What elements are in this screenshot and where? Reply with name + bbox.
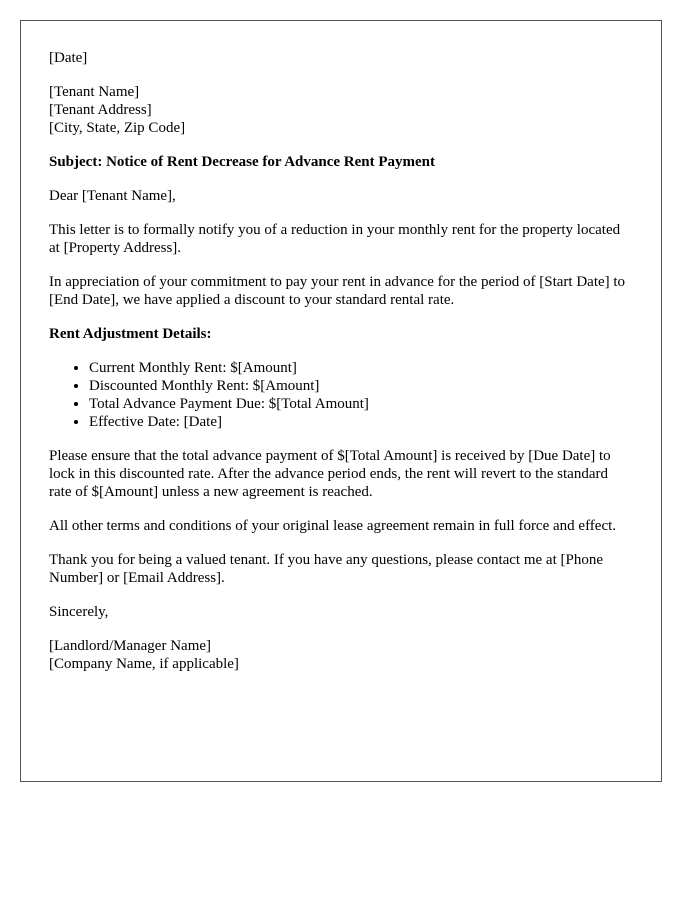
list-item: • Current Monthly Rent: $[Amount] bbox=[89, 359, 633, 377]
recipient-block bbox=[49, 83, 633, 137]
letter-date: [Date] bbox=[49, 50, 88, 66]
paragraph-notice: This letter is to formally notify you of a reduction in your monthly rent for the property located at [Property Address]. bbox=[49, 222, 621, 256]
recipient-name: [Tenant Name] bbox=[49, 84, 140, 100]
salutation: Dear [Tenant Name], bbox=[49, 188, 176, 204]
recipient-address: [Tenant Address] bbox=[49, 102, 152, 118]
signature-company: [Company Name, if applicable] bbox=[49, 656, 239, 672]
list-item: • Discounted Monthly Rent: $[Amount] bbox=[89, 377, 633, 395]
paragraph-contact: Thank you for being a valued tenant. If you have any questions, please contact me at [Phone Number] or [Email Address]. bbox=[49, 552, 603, 586]
closing: Sincerely, bbox=[49, 604, 109, 620]
letter-subject: Subject: Notice of Rent Decrease for Advance Rent Payment bbox=[49, 154, 436, 170]
details-list bbox=[49, 359, 633, 431]
paragraph-lease-terms: All other terms and conditions of your original lease agreement remain in full force and effect. bbox=[49, 518, 617, 534]
list-item: • Effective Date: [Date] bbox=[89, 413, 633, 431]
recipient-city-state-zip: [City, State, Zip Code] bbox=[49, 120, 186, 136]
signature-name: [Landlord/Manager Name] bbox=[49, 638, 212, 654]
details-heading: Rent Adjustment Details: bbox=[49, 326, 212, 342]
letter-page bbox=[20, 20, 662, 782]
list-item: • Total Advance Payment Due: $[Total Amount] bbox=[89, 395, 633, 413]
paragraph-appreciation: In appreciation of your commitment to pay your rent in advance for the period of [Start Date] to [End Date], we have applied a discount to your standard rental rate. bbox=[49, 274, 626, 308]
signature-block bbox=[49, 637, 633, 673]
paragraph-payment-instructions: Please ensure that the total advance payment of $[Total Amount] is received by [Due Date] to lock in this discounted rate. After the advance period ends, the rent will revert to the standard rate of $[Amount] unless a new agreement is reached. bbox=[49, 448, 611, 500]
